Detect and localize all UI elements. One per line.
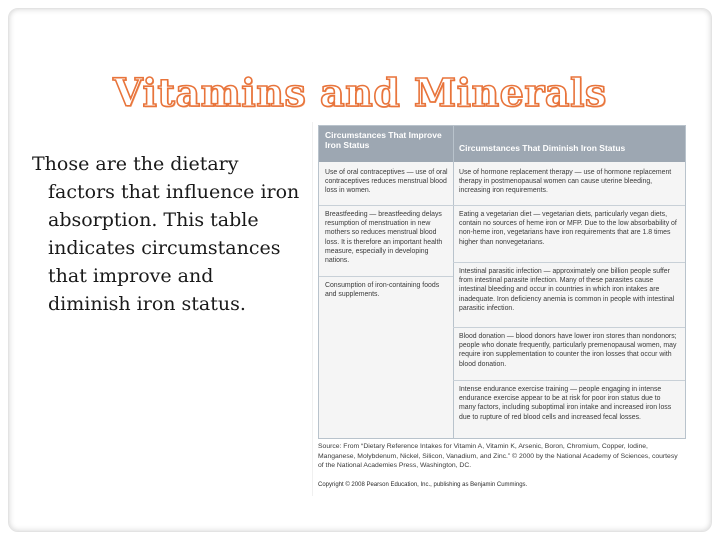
row-separator	[453, 327, 685, 328]
row-separator	[453, 205, 685, 206]
diminish-item-endurance-exercise: Intense endurance exercise training — people engaging in intense endurance exercise appear to be at risk for poor iron status due to many factors, including suboptimal iron intake and increased iron loss due to rupture of red blood cells and increased fecal losses.	[459, 386, 672, 421]
iron-status-table	[318, 125, 686, 439]
row-separator	[319, 276, 453, 277]
table-header-row	[319, 126, 685, 162]
slide-title: Vitamins and Minerals	[113, 70, 607, 115]
improve-item-iron-foods: Consumption of iron-containing foods and supplements.	[325, 282, 440, 299]
diminish-item-vegetarian-diet: Eating a vegetarian diet — vegetarian diets, particularly vegan diets, contain no sources of heme iron or MFP. Due to the low absorbability of non-heme iron, vegetarians have iron requirements that are 1.8 times higher than nonvegetarians.	[459, 211, 677, 246]
row-separator	[319, 205, 453, 206]
diminish-item-blood-donation: Blood donation — blood donors have lower iron stores than nondonors; people who donate frequently, particularly premenopausal women, may require iron supplementation to counter the iron losses that occur with blood donation.	[459, 333, 677, 368]
table-copyright: Copyright © 2008 Pearson Education, Inc., publishing as Benjamin Cummings.	[318, 482, 528, 488]
improve-item-oral-contraceptives: Use of oral contraceptives — use of oral contraceptives reduces menstrual blood loss in women.	[325, 169, 448, 195]
slide-body-text	[32, 150, 300, 318]
row-separator	[453, 262, 685, 263]
table-source-note: Source: From “Dietary Reference Intakes for Vitamin A, Vitamin K, Arsenic, Boron, Chromium, Copper, Iodine, Manganese, Molybdenum, Nickel, Silicon, Vanadium, and Zinc.” © 2000 by the National Academy of Sciences, courtesy of the National Academies Press, Washington, DC.	[318, 443, 678, 469]
diminish-item-parasitic-infection: Intestinal parasitic infection — approximately one billion people suffer from intestinal parasite infection. Many of these parasites cause intestinal bleeding and occur in countries in which iron intakes are inadequate. Iron deficiency anemia is common in people with intestinal parasitic infection.	[459, 268, 675, 312]
row-separator	[453, 380, 685, 381]
body-paragraph: Those are the dietary factors that influence iron absorption. This table indicates circumstances that improve and diminish iron status.	[32, 153, 300, 315]
improve-item-breastfeeding: Breastfeeding — breastfeeding delays resumption of menstruation in new mothers so reduces menstrual blood loss. It is therefore an important health measure, especially in developing nations.	[325, 211, 443, 265]
iron-status-table-figure	[312, 122, 689, 496]
table-body	[319, 162, 685, 438]
header-improve: Circumstances That Improve Iron Status	[325, 130, 442, 150]
header-diminish: Circumstances That Diminish Iron Status	[459, 143, 626, 153]
diminish-item-hormone-therapy: Use of hormone replacement therapy — use of hormone replacement therapy in postmenopausal women can cause uterine bleeding, increasing iron requirements.	[459, 169, 672, 195]
